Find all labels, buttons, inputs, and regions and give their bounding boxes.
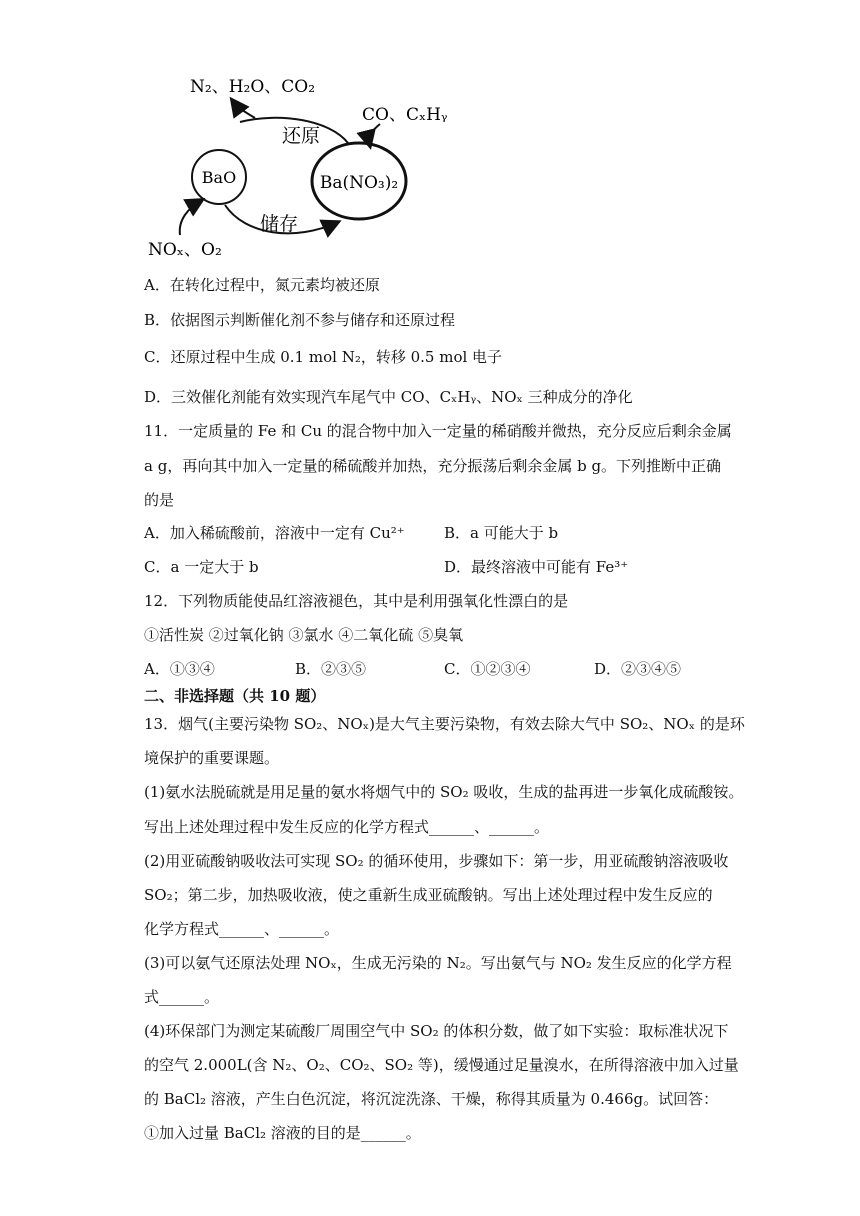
q11-option-d: D．最终溶液中可能有 Fe³⁺: [444, 558, 629, 576]
q13-line3: (1)氨水法脱硫就是用足量的氨水将烟气中的 SO₂ 吸收，生成的盐再进一步氧化成硫酸铵。: [144, 783, 744, 801]
q13-line6: SO₂；第二步，加热吸收液，使之重新生成亚硫酸钠。写出上述处理过程中发生反应的: [144, 886, 713, 904]
q13-line12: 的 BaCl₂ 溶液，产生白色沉淀，将沉淀洗涤、干燥，称得其质量为 0.466g。试回答：: [144, 1090, 719, 1108]
q10-option-a: A．在转化过程中，氮元素均被还原: [144, 276, 380, 294]
q11-stem-line3: 的是: [144, 491, 175, 509]
q12-option-d: D．②③④⑤: [594, 660, 682, 678]
q10-option-b: B．依据图示判断催化剂不参与储存和还原过程: [144, 311, 456, 329]
q11-option-b: B．a 可能大于 b: [444, 524, 559, 542]
q12-stem: 12．下列物质能使品红溶液褪色，其中是利用强氧化性漂白的是: [144, 592, 569, 610]
q13-line5: (2)用亚硫酸钠吸收法可实现 SO₂ 的循环使用，步骤如下：第一步，用亚硫酸钠溶液吸收: [144, 852, 729, 870]
q11-option-c: C．a 一定大于 b: [144, 558, 259, 576]
q12-items: ①活性炭 ②过氧化钠 ③氯水 ④二氧化硫 ⑤臭氧: [144, 626, 464, 644]
diagram-top-left-label: N₂、H₂O、CO₂: [190, 77, 316, 97]
section-heading: 二、非选择题（共 10 题）: [144, 687, 326, 705]
bao-cycle-diagram: [0, 0, 860, 270]
q13-line4: 写出上述处理过程中发生反应的化学方程式______、______。: [144, 818, 550, 836]
q11-stem-line1: 11．一定质量的 Fe 和 Cu 的混合物中加入一定量的稀硝酸并微热，充分反应后剩余金属: [144, 422, 732, 440]
q13-line13: ①加入过量 BaCl₂ 溶液的目的是______。: [144, 1124, 421, 1142]
q10-option-d: D．三效催化剂能有效实现汽车尾气中 CO、CₓHᵧ、NOₓ 三种成分的净化: [144, 388, 633, 406]
node-bao: [192, 150, 246, 204]
q11-option-a: A．加入稀硫酸前，溶液中一定有 Cu²⁺: [144, 524, 405, 542]
q12-option-b: B．②③⑤: [295, 660, 367, 678]
q13-line1: 13．烟气(主要污染物 SO₂、NOₓ)是大气主要污染物，有效去除大气中 SO₂、NOₓ 的是环: [144, 715, 745, 733]
q13-line7: 化学方程式______、______。: [144, 920, 340, 938]
node-bano3: [312, 143, 406, 219]
q13-line8: (3)可以氨气还原法处理 NOₓ，生成无污染的 N₂。写出氨气与 NO₂ 发生反应的化学方程: [144, 954, 732, 972]
nox-input-arrow: [180, 200, 202, 235]
diagram-top-right-label: CO、CₓHᵧ: [362, 105, 448, 125]
q13-line11: 的空气 2.000L(含 N₂、O₂、CO₂、SO₂ 等)，缓慢通过足量溴水，在所得溶液中加入过量: [144, 1056, 739, 1074]
diagram-reduce-label: 还原: [282, 125, 321, 147]
node-bano3-label: Ba(NO₃)₂: [319, 173, 399, 193]
node-bao-label: BaO: [201, 168, 237, 187]
q10-option-c: C．还原过程中生成 0.1 mol N₂，转移 0.5 mol 电子: [144, 348, 503, 366]
q13-line2: 境保护的重要课题。: [144, 749, 280, 767]
q12-option-c: C．①②③④: [444, 660, 531, 678]
q12-option-a: A．①③④: [144, 660, 215, 678]
diagram-store-label: 储存: [260, 213, 299, 235]
q13-line9: 式______。: [144, 988, 220, 1006]
q11-stem-line2: a g，再向其中加入一定量的稀硫酸并加热，充分振荡后剩余金属 b g。下列推断中正确: [144, 457, 722, 475]
reduce-branch-arrow: [232, 100, 255, 118]
diagram-bottom-left-label: NOₓ、O₂: [148, 240, 222, 260]
q13-line10: (4)环保部门为测定某硫酸厂周围空气中 SO₂ 的体积分数，做了如下实验：取标准状况下: [144, 1022, 729, 1040]
